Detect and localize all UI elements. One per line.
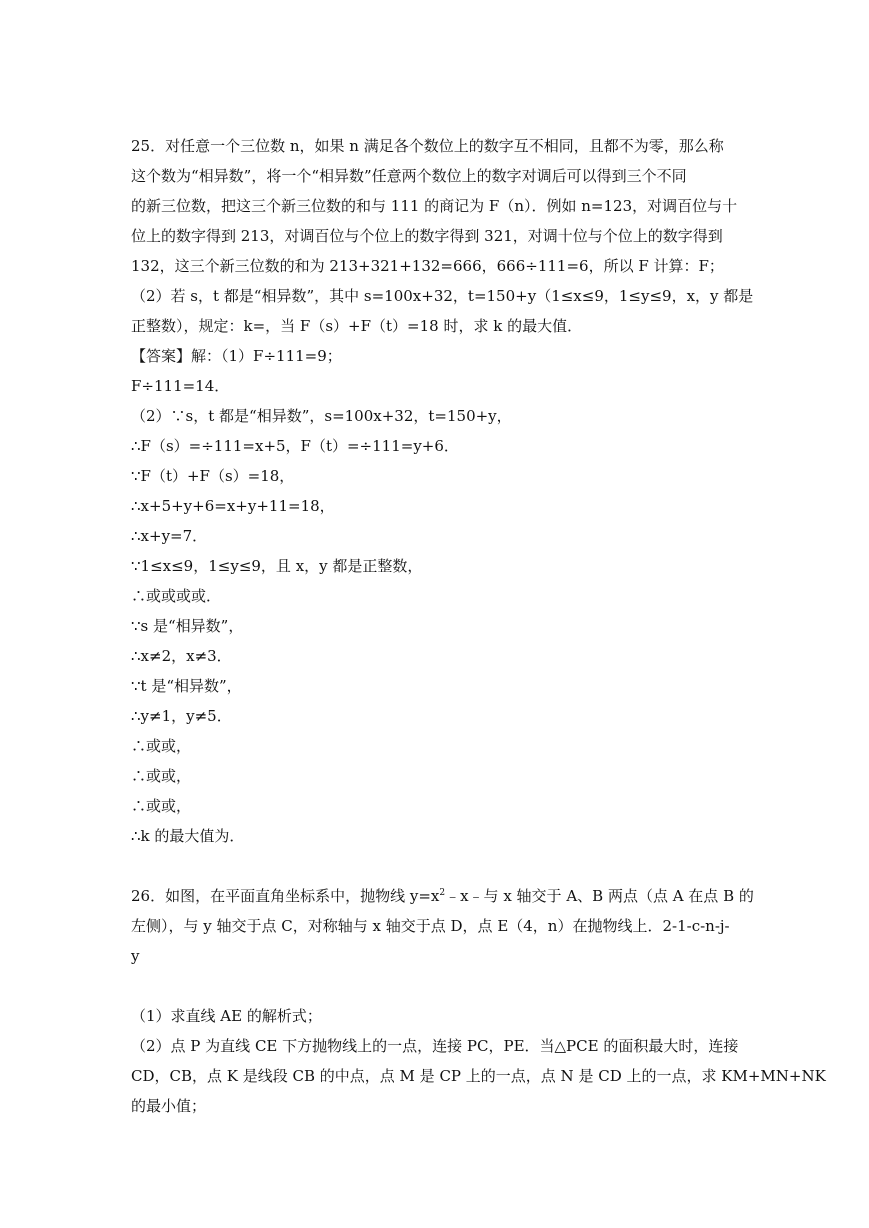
answer-line: ∴或或， bbox=[131, 767, 192, 785]
answer-line: ∴或或， bbox=[131, 797, 192, 815]
answer-line: ∵1≤x≤9，1≤y≤9，且 x，y 都是正整数， bbox=[131, 557, 423, 575]
answer-line: ∴或或或或． bbox=[131, 587, 222, 605]
problem-25-line: 位上的数字得到 213，对调百位与个位上的数字得到 321，对调十位与个位上的数字得到 bbox=[131, 227, 723, 245]
problem-26-line: y bbox=[131, 947, 140, 965]
answer-line: ∵t 是“相异数”， bbox=[131, 677, 242, 695]
problem-26-part: 的最小值； bbox=[131, 1097, 207, 1115]
answer-line: ∴k 的最大值为． bbox=[131, 827, 245, 845]
problem-25-line: 132，这三个新三位数的和为 213+321+132=666，666÷111=6，所以 F 计算：F； bbox=[131, 257, 724, 275]
problem-25-line: 的新三位数，把这三个新三位数的和与 111 的商记为 F（n）．例如 n=123，对调百位与十 bbox=[131, 197, 738, 215]
problem-25 bbox=[131, 131, 754, 341]
spacer bbox=[131, 971, 741, 1001]
answer-line: F÷111=14． bbox=[131, 377, 230, 395]
problem-25-line: 正整数），规定：k=，当 F（s）+F（t）=18 时，求 k 的最大值． bbox=[131, 317, 583, 335]
answer-line: ∴x+y=7． bbox=[131, 527, 208, 545]
answer-line: ∵F（t）+F（s）=18， bbox=[131, 467, 295, 485]
answer-line: ∴F（s）=÷111=x+5，F（t）=÷111=y+6． bbox=[131, 437, 459, 455]
problem-26-part: （2）点 P 为直线 CE 下方抛物线上的一点，连接 PC，PE．当△PCE 的面积最大时，连接 bbox=[131, 1037, 739, 1055]
answer-line: （2）∵s，t 都是“相异数”，s=100x+32，t=150+y， bbox=[131, 407, 512, 425]
problem-26-text: ﹣x﹣与 x 轴交于 A、B 两点（点 A 在点 B 的 bbox=[445, 887, 754, 905]
problem-25-line: 这个数为“相异数”，将一个“相异数”任意两个数位上的数字对调后可以得到三个不同 bbox=[131, 167, 687, 185]
exponent: 2 bbox=[439, 888, 446, 898]
answer-line: ∴x+5+y+6=x+y+11=18， bbox=[131, 497, 335, 515]
problem-25-line: 25．对任意一个三位数 n，如果 n 满足各个数位上的数字互不相同，且都不为零，那么称 bbox=[131, 137, 724, 155]
answer-line: ∵s 是“相异数”， bbox=[131, 617, 244, 635]
spacer bbox=[131, 851, 741, 881]
document-body bbox=[131, 131, 826, 1121]
problem-26 bbox=[131, 881, 826, 1121]
answer-line: 【答案】解：（1）F÷111=9； bbox=[131, 347, 342, 365]
problem-26-part: （1）求直线 AE 的解析式； bbox=[131, 1007, 322, 1025]
answer-line: ∴x≠2，x≠3． bbox=[131, 647, 232, 665]
problem-26-part: CD，CB，点 K 是线段 CB 的中点，点 M 是 CP 上的一点，点 N 是 CD 上的一点，求 KM+MN+NK bbox=[131, 1067, 826, 1085]
problem-26-text: 26．如图，在平面直角坐标系中，抛物线 y=x bbox=[131, 887, 440, 905]
problem-25-line: （2）若 s，t 都是“相异数”，其中 s=100x+32，t=150+y（1≤x≤9，1≤y≤9，x，y 都是 bbox=[131, 287, 754, 305]
problem-26-line bbox=[131, 881, 754, 911]
answer-25 bbox=[131, 341, 741, 851]
problem-26-line: 左侧），与 y 轴交于点 C，对称轴与 x 轴交于点 D，点 E（4，n）在抛物线上．2-1-c-n-j- bbox=[131, 917, 730, 935]
answer-line: ∴y≠1，y≠5． bbox=[131, 707, 232, 725]
answer-line: ∴或或， bbox=[131, 737, 192, 755]
